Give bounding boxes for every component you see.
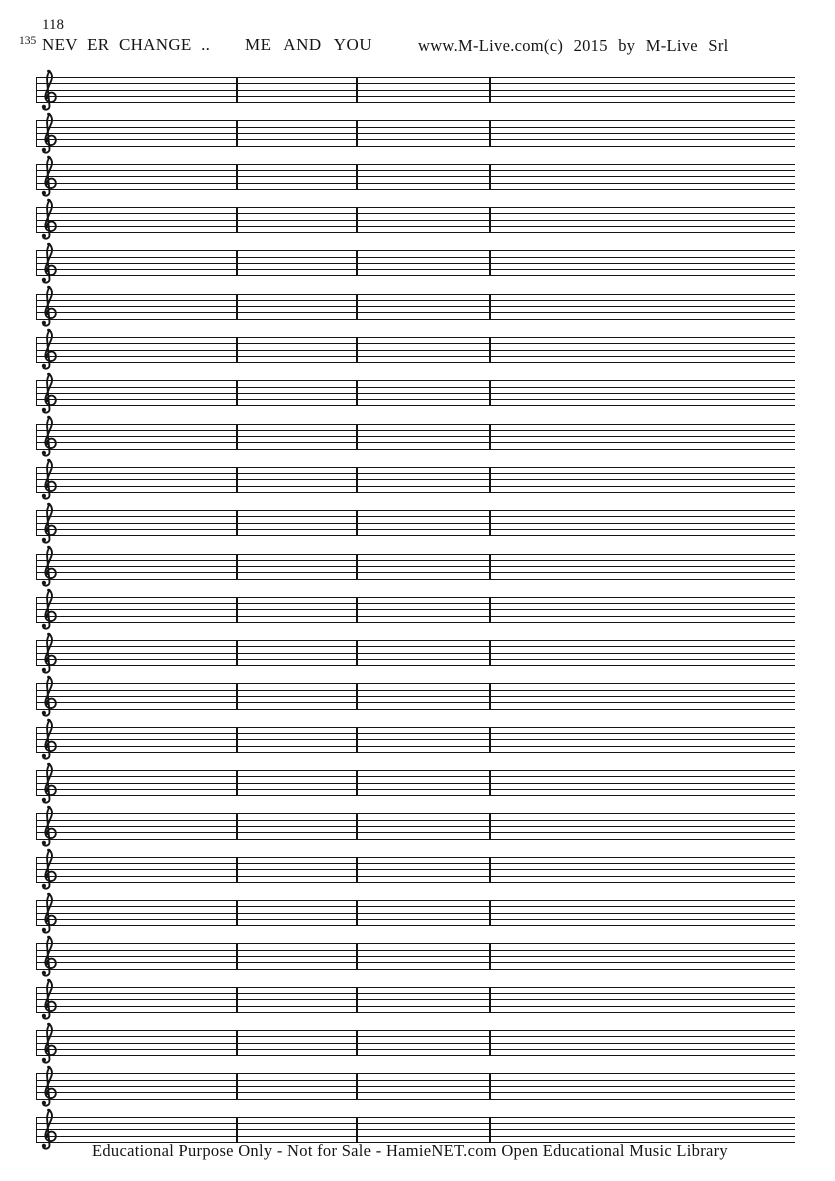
staff-line	[36, 813, 795, 814]
staff-line	[36, 1043, 795, 1044]
treble-clef-icon	[37, 935, 61, 978]
barline	[489, 510, 491, 536]
staff-line	[36, 263, 795, 264]
staff-line	[36, 350, 795, 351]
barline	[356, 120, 358, 146]
barline	[356, 640, 358, 666]
staff-line	[36, 1030, 795, 1031]
staff-system	[36, 467, 795, 492]
staff-line	[36, 306, 795, 307]
staff-system	[36, 1117, 795, 1142]
staff-system	[36, 813, 795, 838]
staff-system	[36, 727, 795, 752]
staff-line	[36, 96, 795, 97]
staff-line	[36, 962, 795, 963]
treble-clef-icon	[37, 502, 61, 545]
staff-system	[36, 943, 795, 968]
staff-line	[36, 220, 795, 221]
staff-system	[36, 424, 795, 449]
treble-clef-icon	[37, 69, 61, 112]
staff-system	[36, 250, 795, 275]
staff-line	[36, 1055, 795, 1056]
staff-line	[36, 579, 795, 580]
staff-line	[36, 486, 795, 487]
barline	[489, 250, 491, 276]
staff-line	[36, 1049, 795, 1050]
staff-line	[36, 727, 795, 728]
staff-line	[36, 1099, 795, 1100]
barline	[489, 1073, 491, 1099]
staff-line	[36, 993, 795, 994]
staff-line	[36, 950, 795, 951]
barline	[236, 380, 238, 406]
treble-clef-icon	[37, 805, 61, 848]
barline	[236, 1073, 238, 1099]
staff-line	[36, 183, 795, 184]
staff-line	[36, 839, 795, 840]
treble-clef-icon	[37, 892, 61, 935]
staff-system	[36, 640, 795, 665]
staff-line	[36, 77, 795, 78]
barline	[236, 250, 238, 276]
treble-clef-icon	[37, 372, 61, 415]
staff-line	[36, 510, 795, 511]
staff-line	[36, 919, 795, 920]
song-title-left: NEV ER CHANGE ..	[42, 35, 211, 54]
barline	[236, 770, 238, 796]
staff-line	[36, 906, 795, 907]
barline	[236, 857, 238, 883]
treble-clef-icon	[37, 675, 61, 718]
staff-line	[36, 127, 795, 128]
staff-line	[36, 733, 795, 734]
barline	[489, 294, 491, 320]
treble-clef-icon	[37, 978, 61, 1021]
barline	[356, 1073, 358, 1099]
barline	[236, 424, 238, 450]
staff-line	[36, 876, 795, 877]
staff-line	[36, 269, 795, 270]
staff-line	[36, 275, 795, 276]
staff-line	[36, 189, 795, 190]
barline	[236, 467, 238, 493]
barline	[489, 813, 491, 839]
barline	[236, 337, 238, 363]
barline	[489, 120, 491, 146]
staff-line	[36, 139, 795, 140]
staff-line	[36, 387, 795, 388]
staff-system	[36, 770, 795, 795]
treble-clef-icon	[37, 155, 61, 198]
staff-line	[36, 572, 795, 573]
staff-line	[36, 770, 795, 771]
barline	[356, 164, 358, 190]
staff-line	[36, 516, 795, 517]
staff-line	[36, 863, 795, 864]
staff-systems-container	[36, 77, 795, 1142]
barline	[236, 683, 238, 709]
staff-line	[36, 752, 795, 753]
barline	[236, 900, 238, 926]
staff-line	[36, 120, 795, 121]
staff-line	[36, 789, 795, 790]
barline	[489, 77, 491, 103]
staff-system	[36, 857, 795, 882]
staff-line	[36, 1117, 795, 1118]
staff-line	[36, 535, 795, 536]
barline	[356, 727, 358, 753]
barline	[356, 1030, 358, 1056]
staff-line	[36, 213, 795, 214]
barline	[356, 250, 358, 276]
barline	[356, 510, 358, 536]
staff-line	[36, 999, 795, 1000]
treble-clef-icon	[37, 458, 61, 501]
barline	[489, 597, 491, 623]
barline	[356, 424, 358, 450]
staff-system	[36, 77, 795, 102]
barline	[489, 337, 491, 363]
treble-clef-icon	[37, 112, 61, 155]
staff-line	[36, 603, 795, 604]
staff-system	[36, 554, 795, 579]
barline	[489, 727, 491, 753]
staff-line	[36, 832, 795, 833]
barline	[489, 554, 491, 580]
staff-line	[36, 479, 795, 480]
treble-clef-icon	[37, 198, 61, 241]
staff-line	[36, 566, 795, 567]
staff-system	[36, 120, 795, 145]
barline	[489, 640, 491, 666]
barline	[356, 294, 358, 320]
staff-line	[36, 380, 795, 381]
staff-system	[36, 207, 795, 232]
barline	[356, 1117, 358, 1143]
staff-line	[36, 1086, 795, 1087]
treble-clef-icon	[37, 1022, 61, 1065]
staff-line	[36, 356, 795, 357]
staff-line	[36, 362, 795, 363]
staff-line	[36, 226, 795, 227]
barline	[236, 640, 238, 666]
barline	[236, 554, 238, 580]
staff-line	[36, 646, 795, 647]
staff-line	[36, 83, 795, 84]
barline	[356, 987, 358, 1013]
barline	[236, 943, 238, 969]
staff-line	[36, 424, 795, 425]
staff-line	[36, 869, 795, 870]
barline	[356, 207, 358, 233]
barline	[236, 510, 238, 536]
barline	[489, 467, 491, 493]
staff-line	[36, 399, 795, 400]
treble-clef-icon	[37, 1065, 61, 1108]
staff-line	[36, 294, 795, 295]
barline	[356, 683, 358, 709]
staff-line	[36, 250, 795, 251]
barline	[489, 1117, 491, 1143]
staff-system	[36, 1030, 795, 1055]
staff-system	[36, 683, 795, 708]
barline	[356, 900, 358, 926]
treble-clef-icon	[37, 285, 61, 328]
barline	[236, 1117, 238, 1143]
treble-clef-icon	[37, 762, 61, 805]
barline	[236, 207, 238, 233]
barline	[356, 77, 358, 103]
staff-system	[36, 510, 795, 535]
staff-line	[36, 102, 795, 103]
staff-line	[36, 820, 795, 821]
staff-line	[36, 319, 795, 320]
staff-line	[36, 597, 795, 598]
staff-line	[36, 337, 795, 338]
staff-system	[36, 380, 795, 405]
barline	[489, 424, 491, 450]
barline	[236, 164, 238, 190]
staff-line	[36, 436, 795, 437]
staff-line	[36, 622, 795, 623]
barline	[356, 337, 358, 363]
staff-line	[36, 746, 795, 747]
barline	[236, 120, 238, 146]
barline	[356, 943, 358, 969]
staff-line	[36, 709, 795, 710]
staff-line	[36, 640, 795, 641]
barline	[356, 467, 358, 493]
measure-number: 135	[19, 35, 37, 47]
staff-line	[36, 405, 795, 406]
barline	[236, 987, 238, 1013]
staff-line	[36, 492, 795, 493]
staff-line	[36, 683, 795, 684]
page-number: 118	[42, 17, 64, 33]
barline	[356, 813, 358, 839]
barline	[489, 380, 491, 406]
barline	[489, 987, 491, 1013]
barline	[489, 857, 491, 883]
staff-line	[36, 1129, 795, 1130]
staff-line	[36, 776, 795, 777]
staff-line	[36, 207, 795, 208]
staff-line	[36, 146, 795, 147]
staff-system	[36, 164, 795, 189]
barline	[356, 554, 358, 580]
staff-line	[36, 826, 795, 827]
copyright-text: www.M-Live.com(c) 2015 by M-Live Srl	[418, 36, 729, 55]
barline	[356, 597, 358, 623]
staff-line	[36, 857, 795, 858]
staff-line	[36, 1136, 795, 1137]
staff-line	[36, 176, 795, 177]
barline	[236, 597, 238, 623]
treble-clef-icon	[37, 848, 61, 891]
staff-line	[36, 1080, 795, 1081]
barline	[489, 900, 491, 926]
footer-text: Educational Purpose Only - Not for Sale - HamieNET.com Open Educational Music Library	[92, 1141, 728, 1160]
staff-line	[36, 882, 795, 883]
barline	[356, 857, 358, 883]
staff-system	[36, 987, 795, 1012]
staff-line	[36, 783, 795, 784]
staff-line	[36, 467, 795, 468]
barline	[356, 770, 358, 796]
barline	[489, 683, 491, 709]
barline	[236, 1030, 238, 1056]
barline	[236, 77, 238, 103]
staff-line	[36, 1092, 795, 1093]
staff-line	[36, 969, 795, 970]
staff-line	[36, 943, 795, 944]
treble-clef-icon	[37, 328, 61, 371]
barline	[236, 294, 238, 320]
staff-line	[36, 913, 795, 914]
staff-system	[36, 1073, 795, 1098]
staff-line	[36, 609, 795, 610]
barline	[236, 813, 238, 839]
staff-system	[36, 294, 795, 319]
staff-line	[36, 430, 795, 431]
staff-line	[36, 696, 795, 697]
staff-line	[36, 1012, 795, 1013]
staff-line	[36, 133, 795, 134]
staff-system	[36, 597, 795, 622]
treble-clef-icon	[37, 1108, 61, 1151]
staff-line	[36, 560, 795, 561]
staff-line	[36, 232, 795, 233]
staff-line	[36, 1073, 795, 1074]
barline	[356, 380, 358, 406]
staff-line	[36, 1036, 795, 1037]
staff-line	[36, 739, 795, 740]
staff-line	[36, 690, 795, 691]
staff-line	[36, 653, 795, 654]
barline	[236, 727, 238, 753]
treble-clef-icon	[37, 242, 61, 285]
staff-system	[36, 337, 795, 362]
treble-clef-icon	[37, 415, 61, 458]
staff-line	[36, 393, 795, 394]
staff-line	[36, 702, 795, 703]
treble-clef-icon	[37, 632, 61, 675]
staff-line	[36, 312, 795, 313]
staff-line	[36, 529, 795, 530]
staff-line	[36, 90, 795, 91]
barline	[489, 164, 491, 190]
staff-line	[36, 925, 795, 926]
staff-line	[36, 795, 795, 796]
staff-line	[36, 900, 795, 901]
staff-line	[36, 659, 795, 660]
staff-line	[36, 300, 795, 301]
treble-clef-icon	[37, 718, 61, 761]
staff-line	[36, 523, 795, 524]
staff-system	[36, 900, 795, 925]
treble-clef-icon	[37, 588, 61, 631]
staff-line	[36, 164, 795, 165]
staff-line	[36, 1006, 795, 1007]
treble-clef-icon	[37, 545, 61, 588]
staff-line	[36, 442, 795, 443]
song-title-right: ME AND YOU	[245, 35, 373, 54]
staff-line	[36, 987, 795, 988]
staff-line	[36, 473, 795, 474]
barline	[489, 1030, 491, 1056]
staff-line	[36, 449, 795, 450]
staff-line	[36, 665, 795, 666]
staff-line	[36, 343, 795, 344]
staff-line	[36, 170, 795, 171]
barline	[489, 943, 491, 969]
staff-line	[36, 554, 795, 555]
staff-line	[36, 956, 795, 957]
staff-line	[36, 616, 795, 617]
barline	[489, 770, 491, 796]
staff-line	[36, 1123, 795, 1124]
barline	[489, 207, 491, 233]
staff-line	[36, 257, 795, 258]
